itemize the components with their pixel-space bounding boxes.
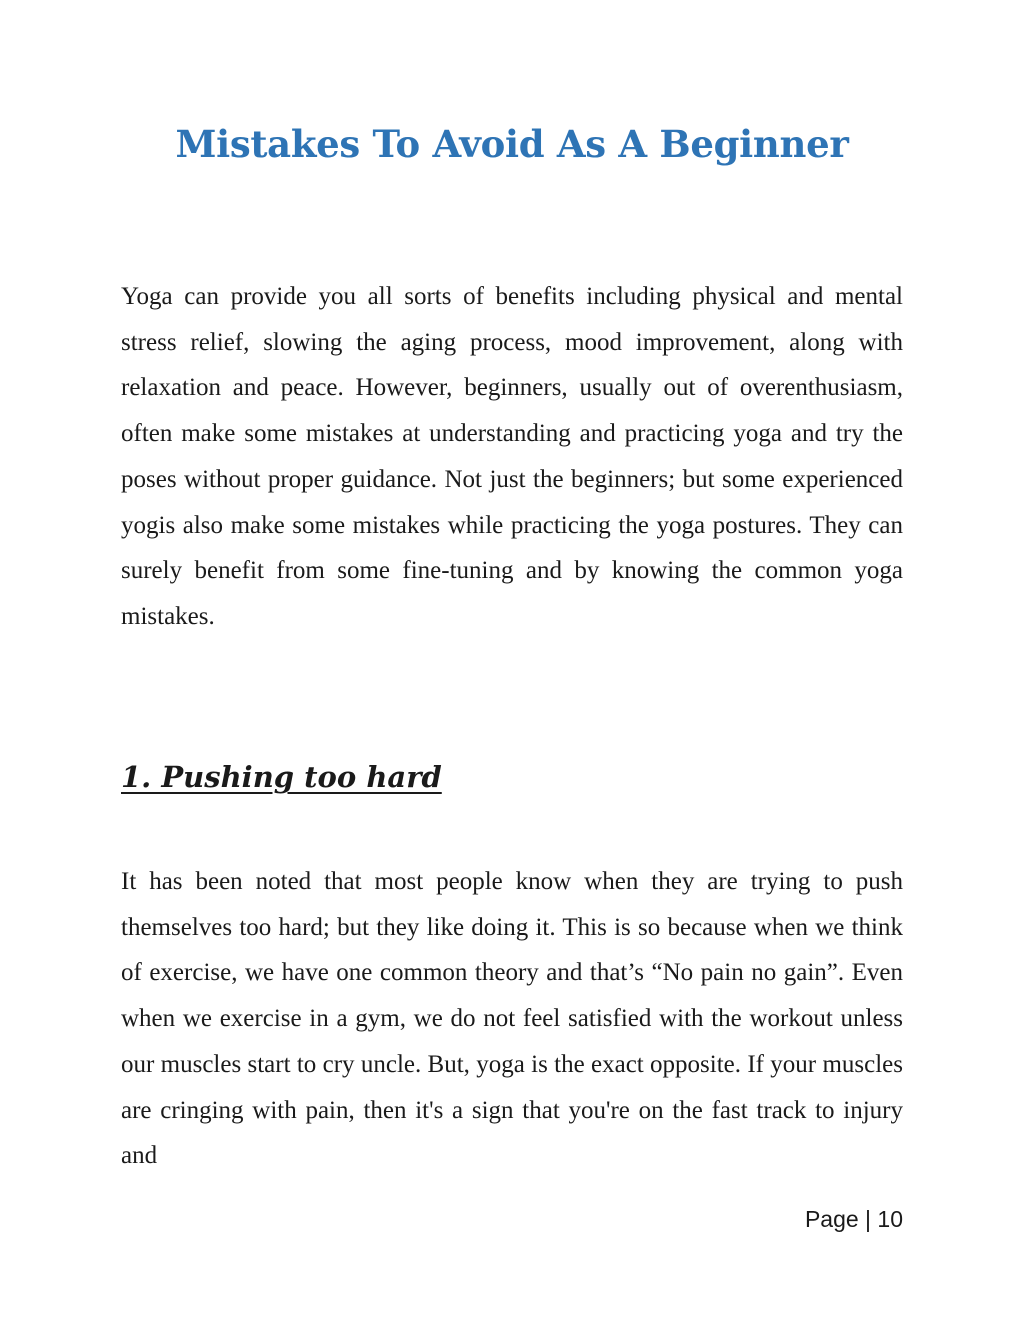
- intro-paragraph: Yoga can provide you all sorts of benefits including physical and mental stress relief, slowing the aging process, mood improvement, along with relaxation and peace. However, beginners, usually out of overenthusiasm, often make some mistakes at understanding and practicing yoga and try the poses without proper guidance. Not just the beginners; but some experienced yogis also make some mistakes while practicing the yoga postures. They can surely benefit from some fine-tuning and by knowing the common yoga mistakes.: [121, 283, 903, 630]
- page-title: Mistakes To Avoid As A Beginner: [175, 122, 849, 166]
- section-paragraph: It has been noted that most people know when they are trying to push themselves too hard; but they like doing it. This is so because when we think of exercise, we have one common theory and that’s “No pain no gain”. Even when we exercise in a gym, we do not feel satisfied with the workout unless our muscles start to cry uncle. But, yoga is the exact opposite. If your muscles are cringing with pain, then it's a sign that you're on the fast track to injury and: [121, 868, 903, 1170]
- section-heading: 1. Pushing too hard: [121, 760, 442, 794]
- page-number: Page | 10: [804, 1206, 903, 1232]
